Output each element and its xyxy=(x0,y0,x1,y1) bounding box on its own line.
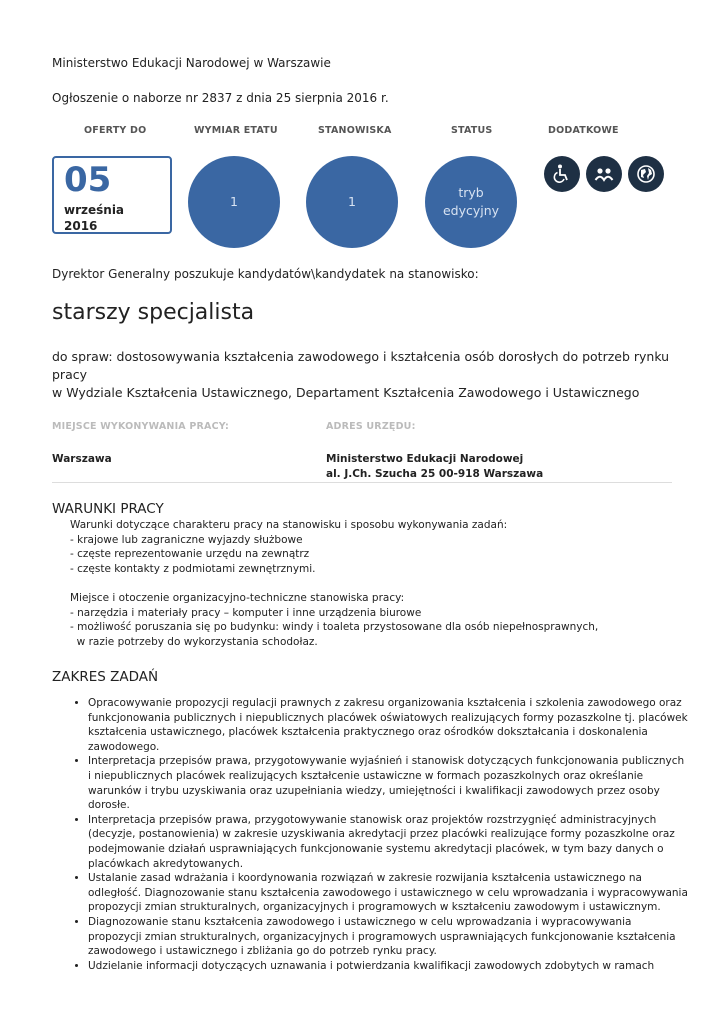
position-subtitle-line1: do spraw: dostosowywania kształcenia zawodowego i kształcenia osób dorosłych do potrzeb rynku pracy xyxy=(52,349,670,382)
workload-badge xyxy=(188,156,280,248)
address-line2: al. J.Ch. Szucha 25 00-918 Warszawa xyxy=(326,468,544,480)
duty-item: • Opracowywanie propozycji regulacji prawnych z zakresu organizowania kształcenia i szkolenia zawodowego oraz funkcjonowania publicznych i niepublicznych placówek oświatowych realizujących formy pozaszkolne tj. placówek kształcenia ustawicznego, placówek kształcenia praktycznego oraz ośrodków dokształcania i doskonalenia zawodowego. xyxy=(88,696,688,754)
duties-list xyxy=(72,696,688,973)
duties-title: ZAKRES ZADAŃ xyxy=(52,669,159,685)
conditions-line: - narzędzia i materiały pracy – komputer i inne urządzenia biurowe xyxy=(70,606,422,619)
ministry-name: Ministerstwo Edukacji Narodowej w Warszawie xyxy=(52,56,331,70)
conditions-line: - częste kontakty z podmiotami zewnętrznymi. xyxy=(70,562,316,575)
duty-item: • Udzielanie informacji dotyczących uznawania i potwierdzania kwalifikacji zawodowych zdobytych w ramach xyxy=(88,959,688,974)
status-label: STATUS xyxy=(451,125,493,136)
globe-icon xyxy=(628,156,664,192)
status-value-line2: edycyjny xyxy=(442,203,500,218)
conditions-line: Warunki dotyczące charakteru pracy na stanowisku i sposobu wykonywania zadań: xyxy=(70,519,508,531)
deadline-day: 05 xyxy=(64,160,112,200)
positions-badge xyxy=(306,156,398,248)
conditions-line: Miejsce i otoczenie organizacyjno-techniczne stanowiska pracy: xyxy=(70,591,405,604)
conditions-line: w razie potrzeby do wykorzystania schodołaz. xyxy=(70,635,318,648)
conditions-text xyxy=(70,518,690,649)
positions-label: STANOWISKA xyxy=(318,125,392,136)
address-line1: Ministerstwo Edukacji Narodowej xyxy=(326,453,524,465)
duty-item: • Interpretacja przepisów prawa, przygotowywanie wyjaśnień i stanowisk dotyczących funkcjonowania publicznych i niepublicznych placówek realizujących kształcenie ustawiczne w formach pozaszkolnych oraz określanie warunków i trybu uzyskiwania oraz uzupełniania wiedzy, umiejętności i kwalifikacji zawodowych przez osoby dorosłe. xyxy=(88,754,688,812)
position-subtitle-line2: w Wydziale Kształcenia Ustawicznego, Departament Kształcenia Zawodowego i Ustawicznego xyxy=(52,385,640,400)
people-icon xyxy=(586,156,622,192)
duty-item: • Diagnozowanie stanu kształcenia zawodowego i ustawicznego w celu wprowadzania i wypracowywania propozycji zmian strukturalnych, organizacyjnych i programowych usprawniających funkcjonowanie kształcenia zawodowego i ustawicznego i zbliżania go do potrzeb rynku pracy. xyxy=(88,915,688,959)
positions-value: 1 xyxy=(348,194,356,209)
additional-label: DODATKOWE xyxy=(548,125,619,136)
conditions-line xyxy=(70,576,690,591)
conditions-line: - częste reprezentowanie urzędu na zewnątrz xyxy=(70,548,310,561)
conditions-line: - krajowe lub zagraniczne wyjazdy służbowe xyxy=(70,533,303,546)
position-title: starszy specjalista xyxy=(52,300,255,325)
wheelchair-icon xyxy=(544,156,580,192)
status-value-line1: tryb xyxy=(458,185,484,200)
divider xyxy=(52,482,672,483)
address-label: ADRES URZĘDU: xyxy=(326,421,416,432)
conditions-line: - możliwość poruszania się po budynku: windy i toaleta przystosowane dla osób niepełnosprawnych, xyxy=(70,621,599,634)
deadline-month: września xyxy=(64,203,125,217)
workload-label: WYMIAR ETATU xyxy=(194,125,278,136)
offers-until-label: OFERTY DO xyxy=(84,125,147,136)
duty-item: • Interpretacja przepisów prawa, przygotowywanie stanowisk oraz projektów rozstrzygnięć administracyjnych (decyzje, postanowienia) w zakresie uzyskiwania akredytacji przez placówki realizujące formy pozaszkolne oraz podejmowanie działań usprawniających funkcjonowanie systemu akredytacji placówek, w tym bazy danych o placówkach akredytowanych. xyxy=(88,813,688,871)
place-value: Warszawa xyxy=(52,453,112,465)
deadline-date-box xyxy=(52,156,172,234)
deadline-month-year xyxy=(64,202,124,234)
conditions-title: WARUNKI PRACY xyxy=(52,501,164,517)
address-value xyxy=(326,452,543,482)
position-subtitle xyxy=(52,348,682,402)
duty-item: • Ustalanie zasad wdrażania i koordynowania rozwiązań w zakresie rozwijania kształcenia ustawicznego na odległość. Diagnozowanie stanu kształcenia zawodowego i ustawicznego w celu wprowadzania i wypracowywania propozycji zmian strukturalnych, organizacyjnych i programowych w kształceniu zawodowym i ustawicznym. xyxy=(88,871,688,915)
intro-text: Dyrektor Generalny poszukuje kandydatów\kandydatek na stanowisko: xyxy=(52,267,479,281)
status-badge xyxy=(425,156,517,248)
workload-value: 1 xyxy=(230,194,238,209)
announcement-title: Ogłoszenie o naborze nr 2837 z dnia 25 sierpnia 2016 r. xyxy=(52,91,389,105)
deadline-year: 2016 xyxy=(64,219,98,233)
place-label: MIEJSCE WYKONYWANIA PRACY: xyxy=(52,421,230,432)
